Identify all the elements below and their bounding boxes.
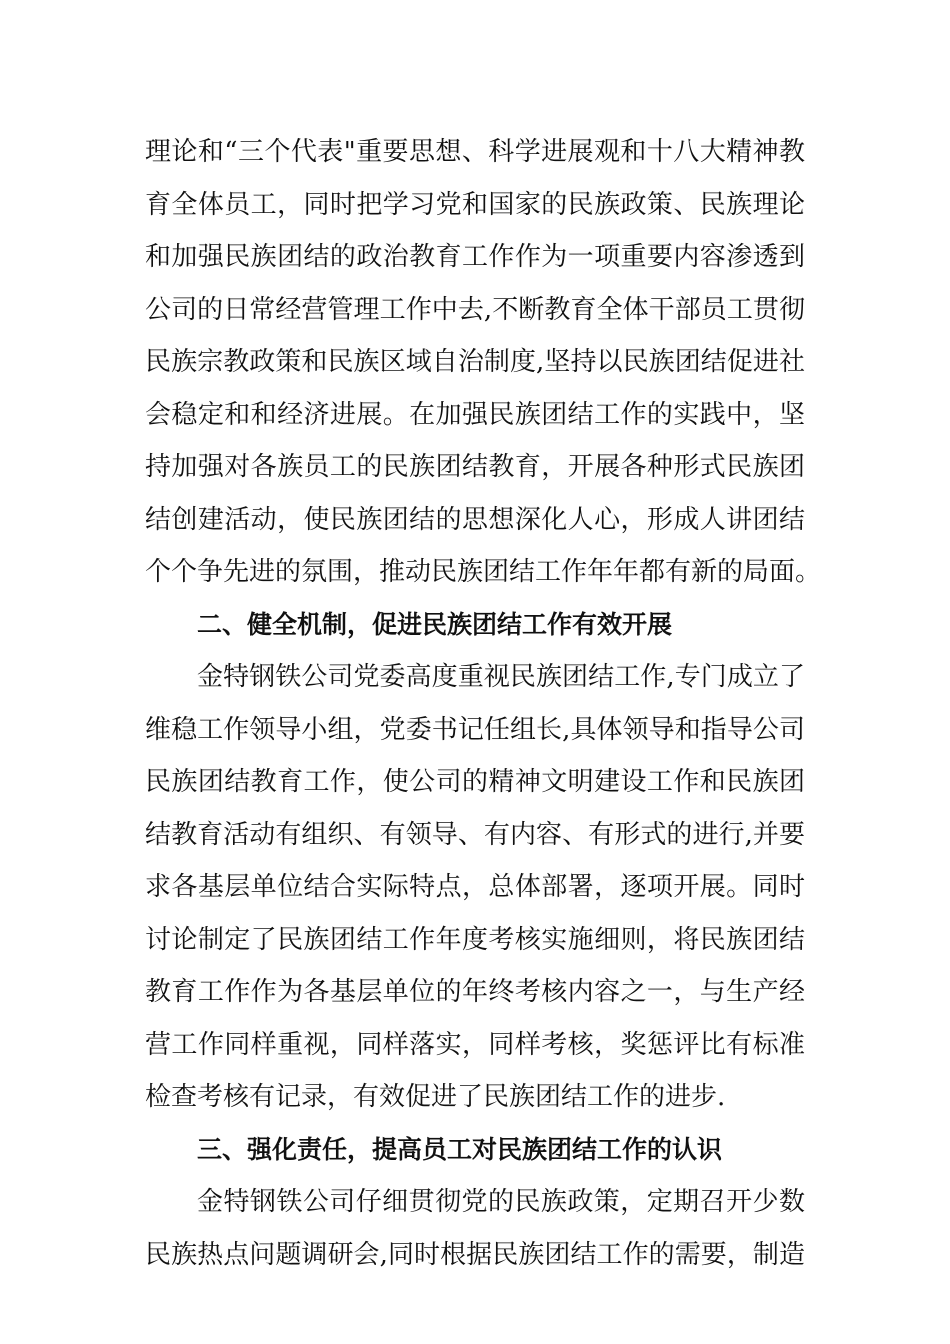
text-line: 和加强民族团结的政治教育工作作为一项重要内容渗透到	[145, 242, 805, 272]
text-line: 讨论制定了民族团结工作年度考核实施细则，将民族团结	[145, 924, 805, 955]
text-line: 公司的日常经营管理工作中去,不断教育全体干部员工贯彻	[145, 294, 805, 325]
text-line: 维稳工作领导小组，党委书记任组长,具体领导和指导公司	[145, 714, 805, 745]
section-heading-mechanism: 二、健全机制，促进民族团结工作有效开展	[197, 609, 673, 639]
text-line: 民族宗教政策和民族区域自治制度,坚持以民族团结促进社	[145, 347, 805, 377]
text-line: 民族热点问题调研会,同时根据民族团结工作的需要，制造	[145, 1239, 805, 1270]
text-line: 营工作同样重视，同样落实，同样考核，奖惩评比有标准	[145, 1029, 805, 1060]
text-line: 结教育活动有组织、有领导、有内容、有形式的进行,并要	[145, 819, 805, 850]
text-line: 金特钢铁公司党委高度重视民族团结工作,专门成立了	[197, 662, 805, 692]
document-page	[145, 126, 822, 1281]
paragraph-theory-education	[145, 126, 822, 599]
text-line: 理论和“三个代表"重要思想、科学进展观和十八大精神教	[145, 137, 805, 167]
text-line: 教育工作作为各基层单位的年终考核内容之一，与生产经	[145, 977, 805, 1007]
text-line: 检查考核有记录，有效促进了民族团结工作的进步.	[145, 1082, 726, 1112]
text-line: 个个争先进的氛围，推动民族团结工作年年都有新的局面。	[145, 557, 822, 587]
paragraph-responsibility	[145, 1176, 805, 1281]
text-line: 结创建活动，使民族团结的思想深化人心，形成人讲团结	[145, 504, 805, 535]
section-heading-responsibility: 三、强化责任，提高员工对民族团结工作的认识	[197, 1134, 723, 1164]
text-line: 育全体员工，同时把学习党和国家的民族政策、民族理论	[145, 189, 805, 220]
text-line: 会稳定和和经济进展。在加强民族团结工作的实践中，坚	[145, 399, 805, 430]
text-line: 金特钢铁公司仔细贯彻党的民族政策，定期召开少数	[197, 1187, 805, 1217]
text-line: 求各基层单位结合实际特点，总体部署，逐项开展。同时	[145, 872, 805, 902]
text-line: 持加强对各族员工的民族团结教育，开展各种形式民族团	[145, 452, 805, 482]
text-line: 民族团结教育工作，使公司的精神文明建设工作和民族团	[145, 767, 805, 797]
paragraph-mechanism	[145, 651, 805, 1124]
